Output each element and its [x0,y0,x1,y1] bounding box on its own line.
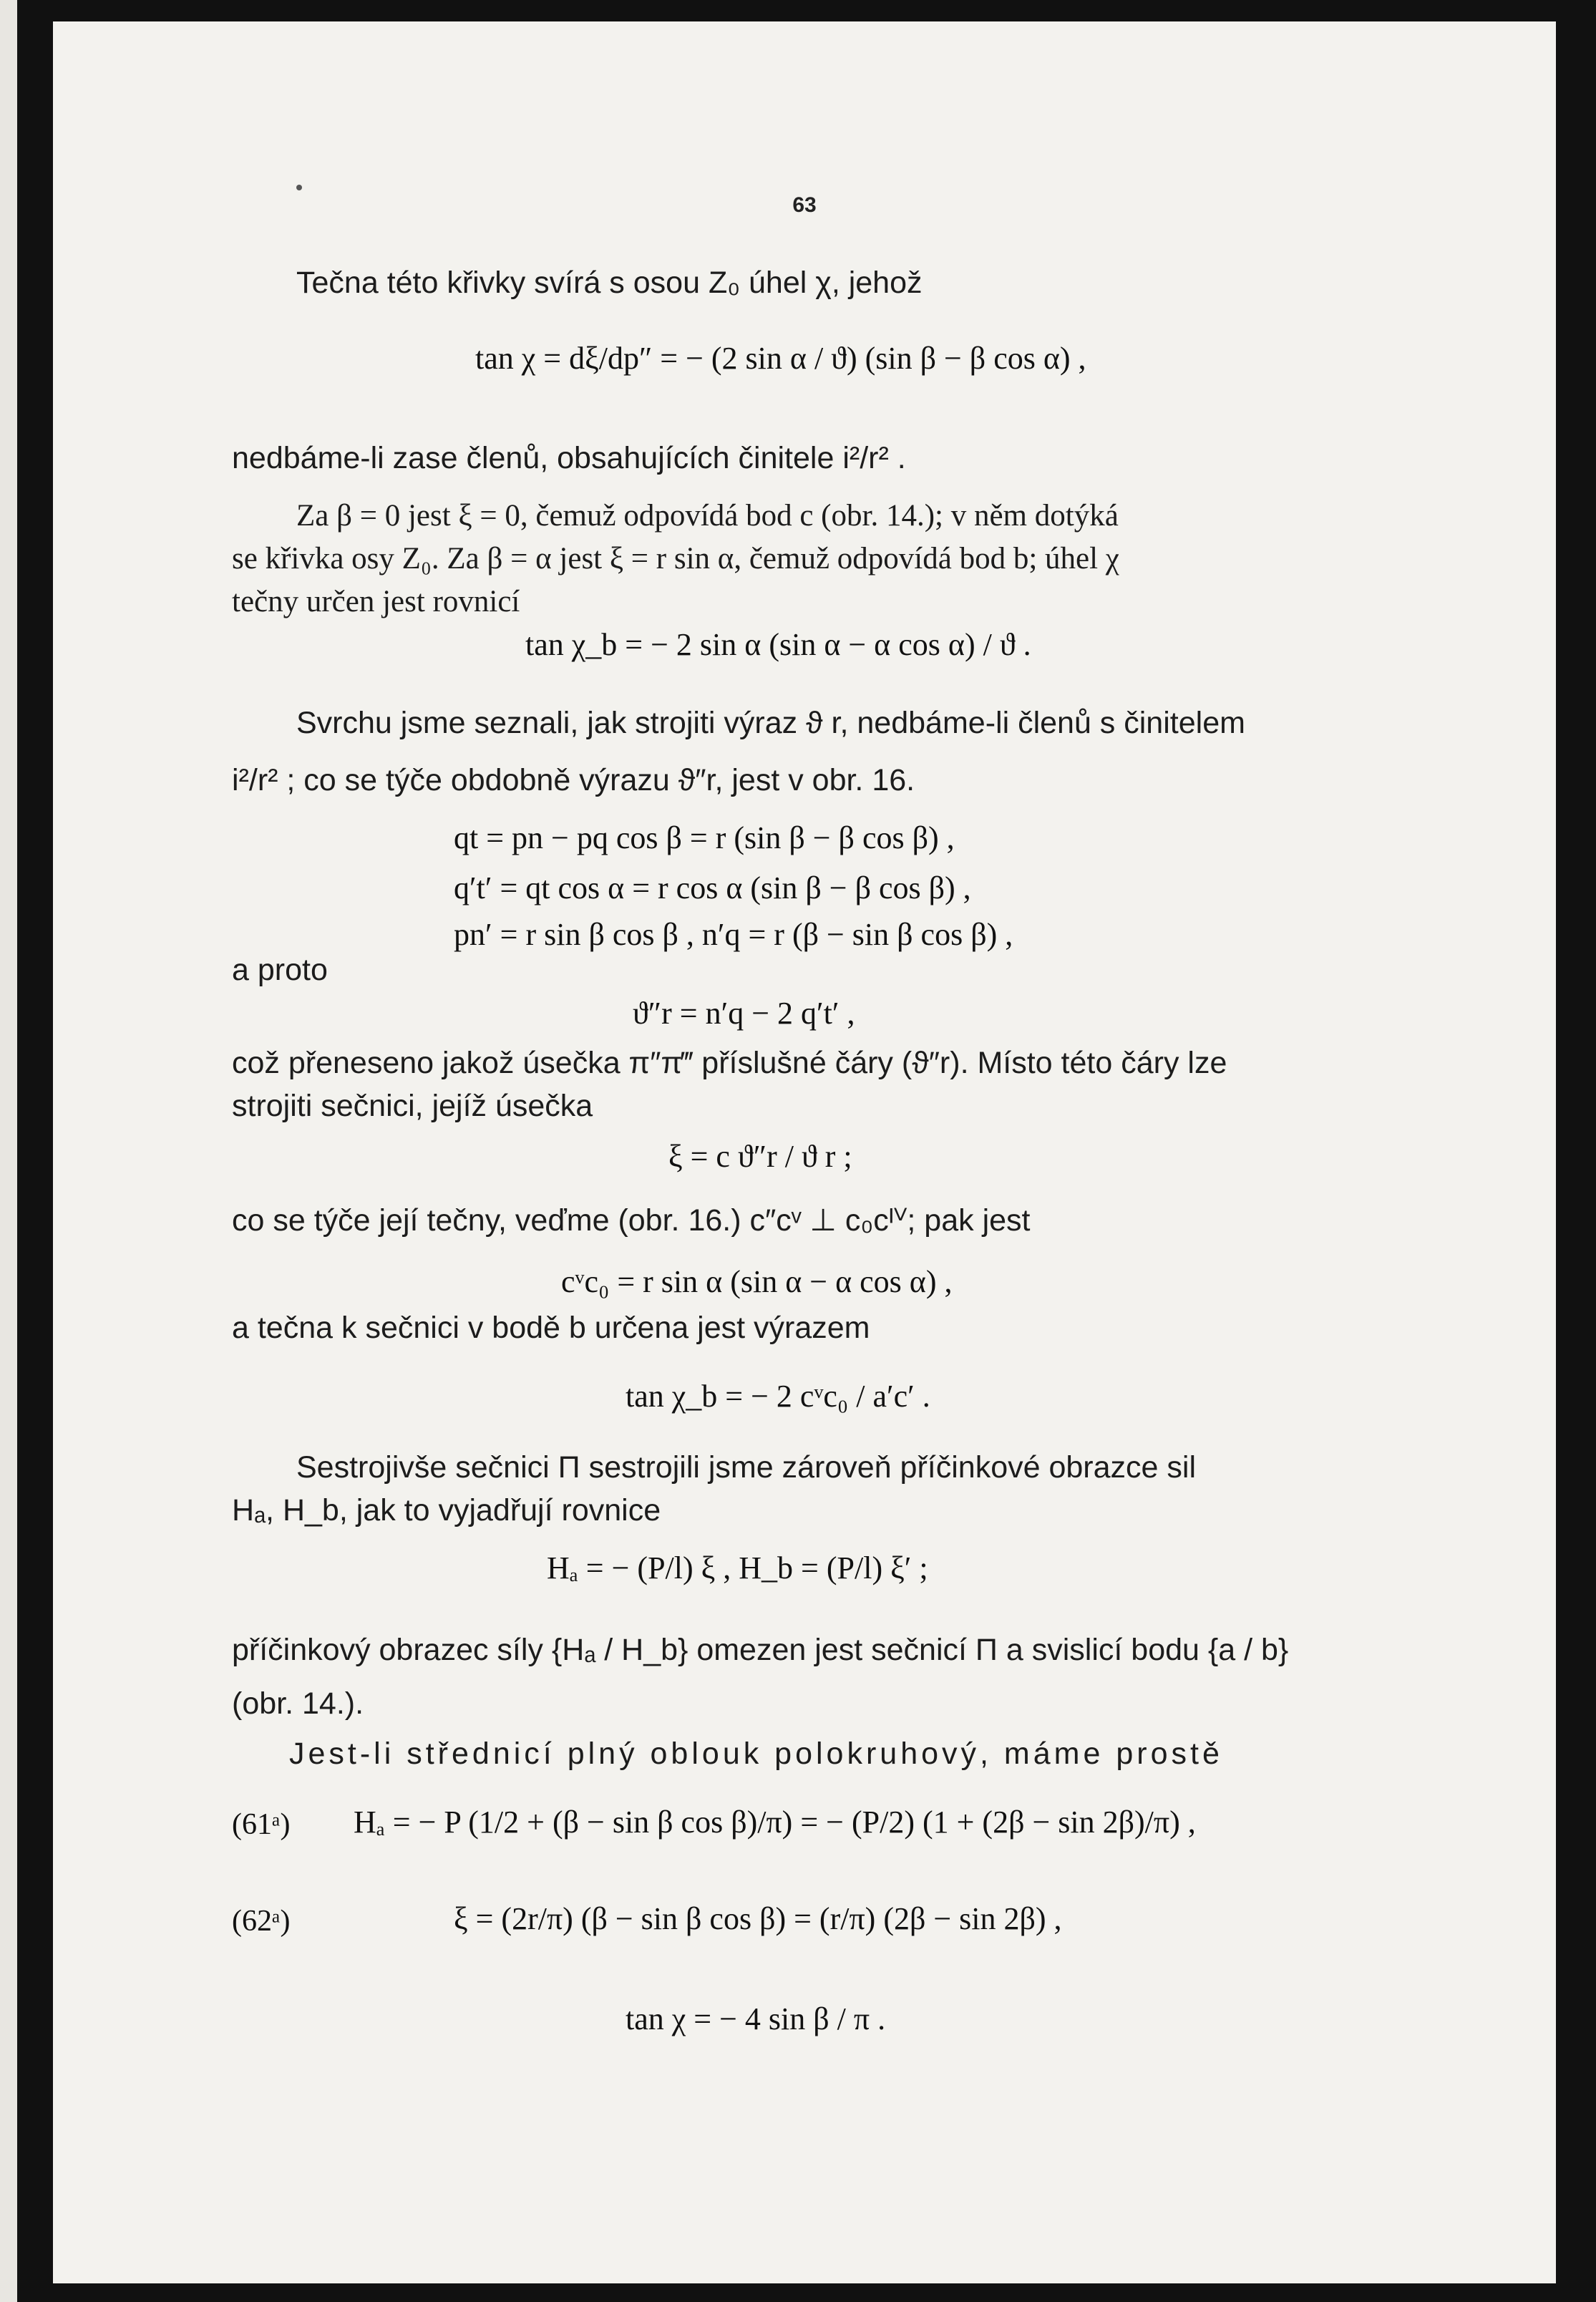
equation-theta-r: ϑ″r = n′q − 2 q′t′ , [633,996,855,1031]
equation-label-62a: (62ᵃ) [232,1905,291,1938]
equation-Ha-Hb: Hₐ = − (P/l) ξ , H_b = (P/l) ξ′ ; [547,1550,928,1585]
speck [296,185,302,190]
equation-xi: ξ = c ϑ″r / ϑ r ; [668,1139,852,1174]
equation-tan-chi-b: tan χ_b = − 2 sin α (sin α − α cos α) / ϑ . [525,627,1031,662]
text-line-14: Hₐ, H_b, jak to vyjadřují rovnice [232,1493,661,1528]
text-line-1: Tečna této křivky svírá s osou Z₀ úhel χ, jehož [296,266,923,300]
equation-Ha-semicircle: Hₐ = − P (1/2 + (β − sin β cos β)/π) = − (P/2) (1 + (2β − sin 2β)/π) , [354,1805,1196,1840]
text-line-3: Za β = 0 jest ξ = 0, čemuž odpovídá bod c (obr. 14.); v něm dotýká [296,499,1119,533]
page-edge [0,0,17,2302]
text-line-10: strojiti sečnici, jejíž úsečka [232,1089,593,1123]
text-line-6: Svrchu jsme seznali, jak strojiti výraz ϑ r, nedbáme-li členů s činitelem [296,706,1245,740]
equation-xi-semicircle: ξ = (2r/π) (β − sin β cos β) = (r/π) (2β − sin 2β) , [454,1901,1062,1936]
text-line-16: (obr. 14.). [232,1686,364,1721]
equation-pn-prime: pn′ = r sin β cos β , n′q = r (β − sin β cos β) , [454,917,1013,952]
text-line-15: příčinkový obrazec síly {Hₐ / H_b} omezen jest sečnicí Π a svislicí bodu {a / b} [232,1633,1289,1667]
equation-label-61a: (61ᵃ) [232,1808,291,1841]
text-line-13: Sestrojivše sečnici Π sestrojili jsme zároveň příčinkové obrazce sil [296,1450,1196,1485]
text-line-2: nedbáme-li zase členů, obsahujících činitele i²/r² . [232,441,906,475]
text-line-12: a tečna k sečnici v bodě b určena jest výrazem [232,1311,870,1345]
equation-qt: qt = pn − pq cos β = r (sin β − β cos β) , [454,820,955,855]
page-number: 63 [792,193,817,217]
text-line-8: a proto [232,953,328,987]
equation-q-prime-t-prime: q′t′ = qt cos α = r cos α (sin β − β cos β) , [454,870,971,905]
scanned-page [53,21,1556,2283]
text-line-11: co se týče její tečny, veďme (obr. 16.) c″cᵛ ⊥ c₀cᴵⱽ; pak jest [232,1203,1031,1238]
equation-tan-chi-b-2: tan χ_b = − 2 cᵛc₀ / a′c′ . [626,1379,930,1414]
text-line-5: tečny určen jest rovnicí [232,585,520,618]
equation-cv-c0: cᵛc₀ = r sin α (sin α − α cos α) , [561,1264,953,1299]
equation-tan-chi: tan χ = dξ/dp″ = − (2 sin α / ϑ) (sin β − β cos α) , [475,341,1086,376]
equation-tan-chi-semicircle: tan χ = − 4 sin β / π . [626,2001,886,2036]
text-line-7: i²/r² ; co se týče obdobně výrazu ϑ″r, jest v obr. 16. [232,763,915,797]
text-line-4: se křivka osy Z₀. Za β = α jest ξ = r sin α, čemuž odpovídá bod b; úhel χ [232,542,1119,576]
text-line-9: což přeneseno jakož úsečka π″π‴ příslušné čáry (ϑ″r). Místo této čáry lze [232,1046,1227,1080]
text-line-17: Jest-li střednicí plný oblouk polokruhový, máme prostě [289,1737,1223,1771]
